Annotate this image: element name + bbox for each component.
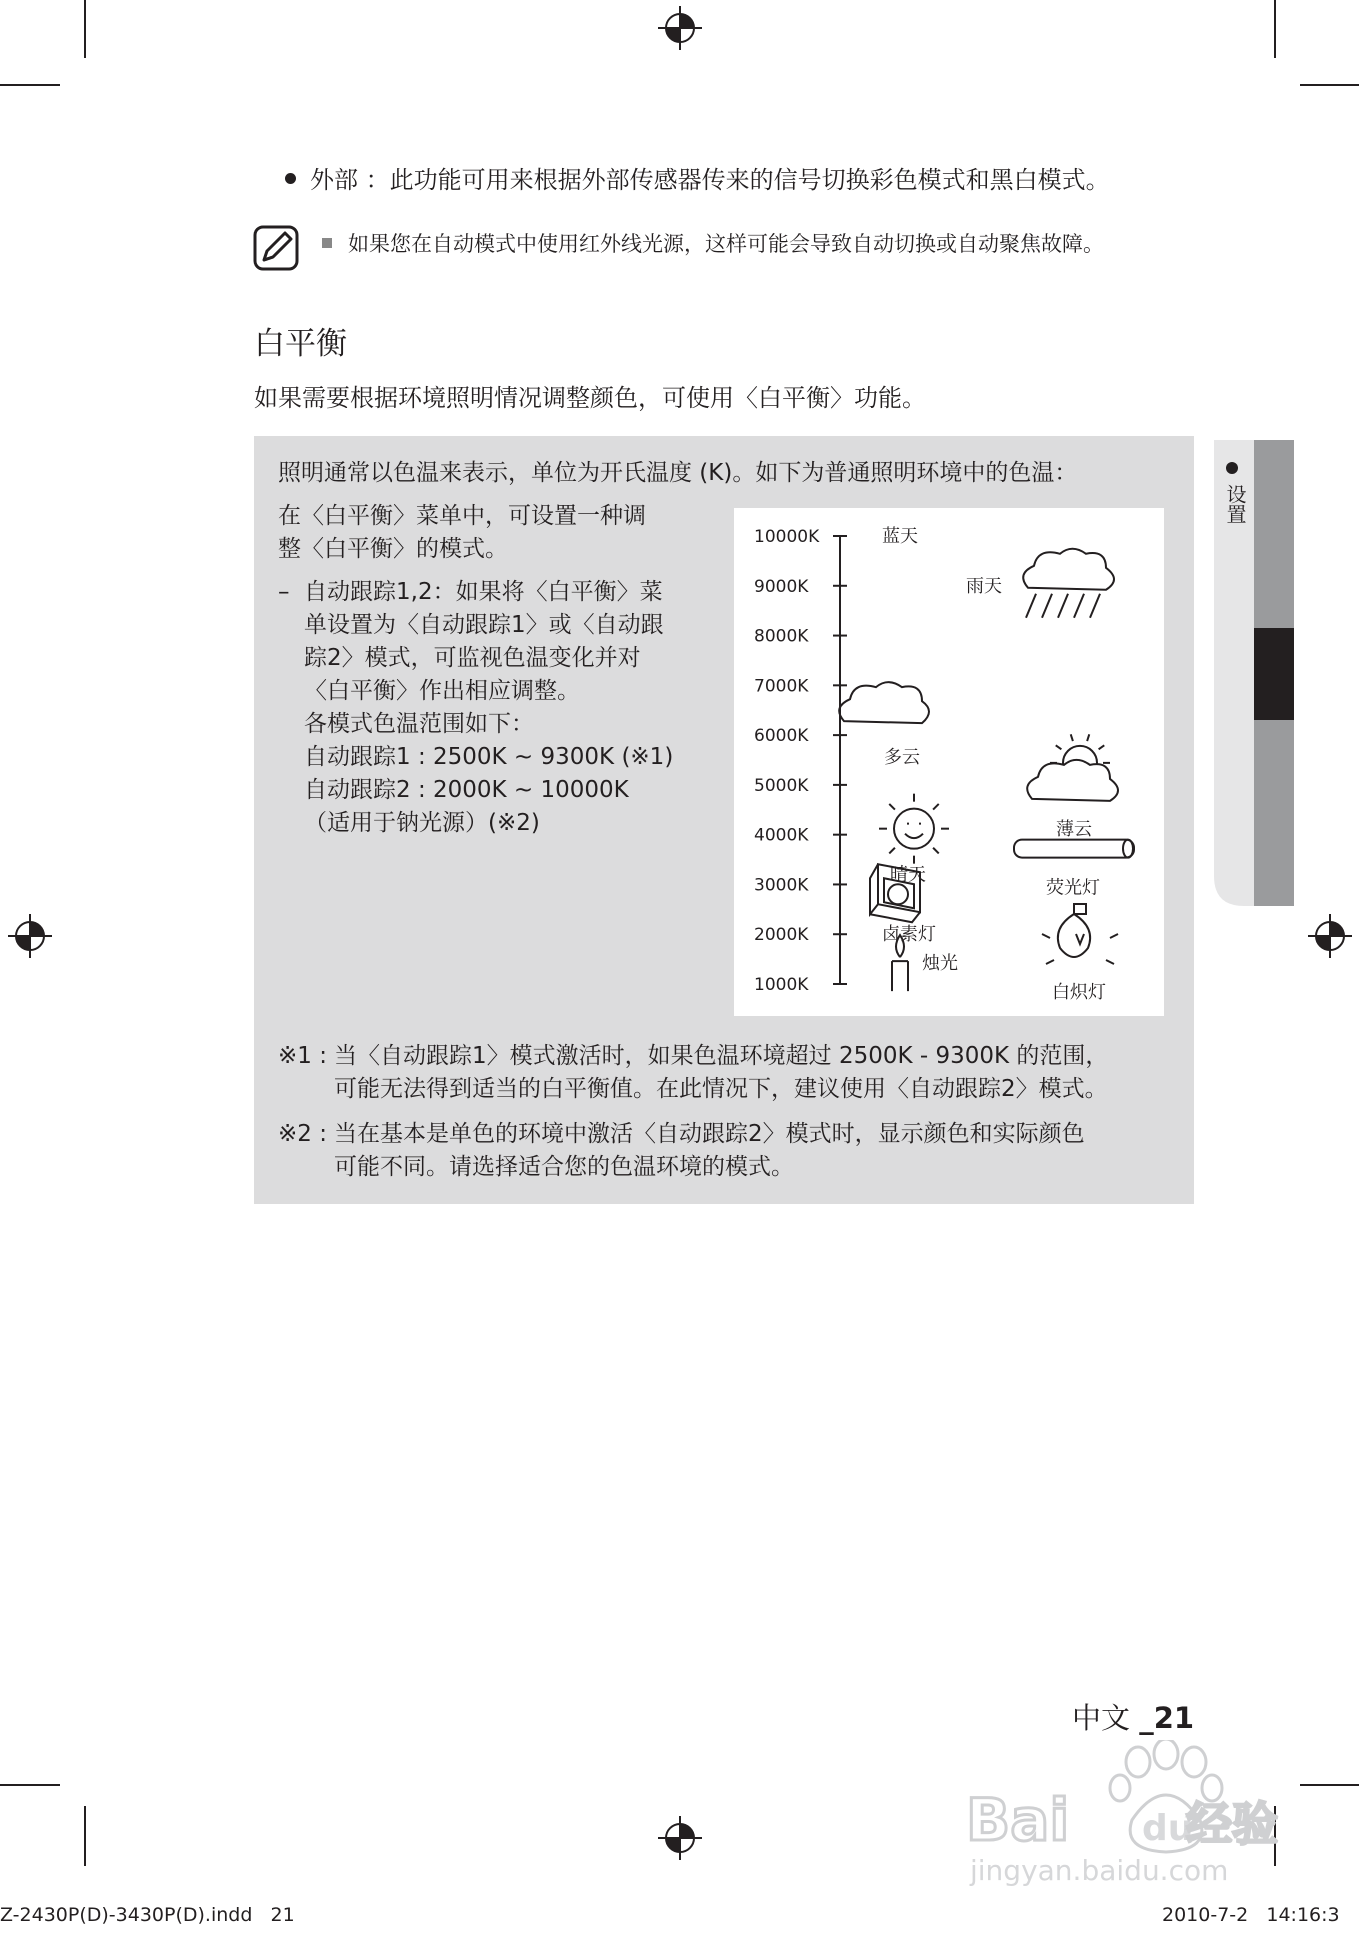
footnote-line: 可能不同。请选择适合您的色温环境的模式。: [334, 1154, 794, 1180]
side-tab-dot-icon: [1226, 462, 1238, 474]
y-tick-label: 7000K: [754, 676, 809, 697]
light-source-label: 薄云: [1056, 818, 1092, 840]
note-text: [322, 228, 1104, 258]
info-box-header: 照明通常以色温来表示，单位为开氏温度 (K)。如下为普通照明环境中的色温：: [278, 460, 1078, 486]
crop-mark: [84, 1806, 86, 1866]
para-line: 在〈白平衡〉菜单中，可设置一种调: [278, 503, 646, 529]
y-tick-label: 3000K: [754, 875, 809, 896]
para-line: 整〈白平衡〉的模式。: [278, 536, 508, 562]
para-line: 单设置为〈自动跟踪1〉或〈自动跟: [304, 612, 664, 638]
bullet-term: 外部: [310, 166, 358, 194]
print-date: 2010-7-2 14:16:3: [1162, 1904, 1340, 1926]
footnote-line: 可能无法得到适当的白平衡值。在此情况下，建议使用〈自动跟踪2〉模式。: [334, 1076, 1108, 1102]
registration-mark-icon: [1308, 914, 1352, 958]
light-bulb-icon: [1042, 904, 1118, 964]
sun-behind-cloud-icon: [1027, 734, 1118, 801]
baidu-watermark-logo: [960, 1740, 1280, 1890]
sun-icon: [879, 794, 949, 864]
light-source-label: 烛光: [922, 953, 958, 975]
cloud-icon: [839, 682, 929, 723]
fluorescent-tube-icon: [1014, 840, 1134, 858]
crop-mark: [84, 0, 86, 58]
wm-cn: 经验: [1186, 1797, 1278, 1851]
dash-marker: –: [278, 579, 290, 605]
y-tick-label: 8000K: [754, 626, 809, 647]
footnote-2: [278, 1118, 1178, 1184]
footnote-line: 当〈自动跟踪1〉模式激活时，如果色温环境超过 2500K - 9300K 的范围，: [334, 1043, 1109, 1069]
light-source-label: 白炽灯: [1052, 982, 1106, 1003]
y-tick-label: 9000K: [754, 576, 809, 597]
para-line: 〈白平衡〉作出相应调整。: [304, 678, 580, 704]
footnote-mark: ※1 :: [278, 1043, 327, 1069]
footnote-mark: ※2 :: [278, 1121, 327, 1147]
crop-mark: [0, 84, 60, 86]
registration-mark-icon: [658, 6, 702, 50]
crop-mark: [1300, 84, 1359, 86]
y-tick-label: 1000K: [754, 975, 809, 995]
y-tick-label: 5000K: [754, 775, 809, 796]
light-source-label: 晴天: [890, 864, 926, 886]
crop-mark: [0, 1784, 60, 1786]
registration-mark-icon: [658, 1816, 702, 1860]
side-tab-label: 设置: [1223, 484, 1247, 524]
light-source-label: 雨天: [966, 575, 1002, 597]
y-tick-label: 4000K: [754, 825, 809, 846]
file-info: Z-2430P(D)-3430P(D).indd 21: [0, 1904, 295, 1926]
para-line: 踪2〉模式，可监视色温变化并对: [304, 645, 641, 671]
color-temperature-chart: [734, 508, 1164, 1016]
wm-url: jingyan.baidu.com: [970, 1854, 1229, 1887]
bullet-external: [285, 160, 1110, 195]
para-line: 自动跟踪1 : 2500K ~ 9300K (※1): [304, 744, 674, 770]
note-body: 如果您在自动模式中使用红外线光源，这样可能会导致自动切换或自动聚焦故障。: [348, 232, 1104, 256]
section-intro: 如果需要根据环境照明情况调整颜色，可使用〈白平衡〉功能。: [254, 384, 926, 412]
light-source-label: 卤素灯: [882, 924, 936, 946]
para-line: （适用于钠光源）(※2): [304, 810, 540, 836]
page-lang: 中文: [1072, 1701, 1131, 1735]
crop-mark: [1274, 0, 1276, 58]
mode-description: [278, 500, 708, 840]
y-tick-label: 6000K: [754, 726, 809, 747]
wm-brand: Bai: [966, 1786, 1070, 1854]
footnote-1: [278, 1040, 1178, 1106]
wm-paw: du: [1142, 1808, 1194, 1849]
page-number: [1072, 1696, 1194, 1737]
crop-mark: [1300, 1784, 1359, 1786]
footnote-line: 当在基本是单色的环境中激活〈自动跟踪2〉模式时，显示颜色和实际颜色: [334, 1121, 1085, 1147]
bullet-dot-icon: [285, 173, 296, 184]
para-line: 各模式色温范围如下：: [304, 711, 534, 737]
color-temperature-svg: [734, 508, 1164, 1016]
memo-pencil-icon: [252, 224, 300, 272]
light-source-label: 蓝天: [882, 526, 918, 547]
light-source-label: 多云: [884, 747, 920, 769]
y-tick-label: 10000K: [754, 527, 820, 547]
auto-track-item: [278, 576, 708, 840]
page-number-value: _21: [1139, 1701, 1195, 1735]
para-line: 自动跟踪2 : 2000K ~ 10000K: [304, 777, 629, 803]
y-tick-label: 2000K: [754, 925, 809, 946]
section-title: 白平衡: [254, 326, 347, 362]
rain-cloud-icon: [1023, 549, 1114, 618]
para-line: 自动跟踪1,2：如果将〈白平衡〉菜: [304, 579, 663, 605]
square-bullet-icon: [322, 238, 332, 248]
light-source-label: 荧光灯: [1046, 877, 1100, 899]
registration-mark-icon: [8, 914, 52, 958]
bullet-text: ：此功能可用来根据外部传感器传来的信号切换彩色模式和黑白模式。: [365, 166, 1110, 194]
